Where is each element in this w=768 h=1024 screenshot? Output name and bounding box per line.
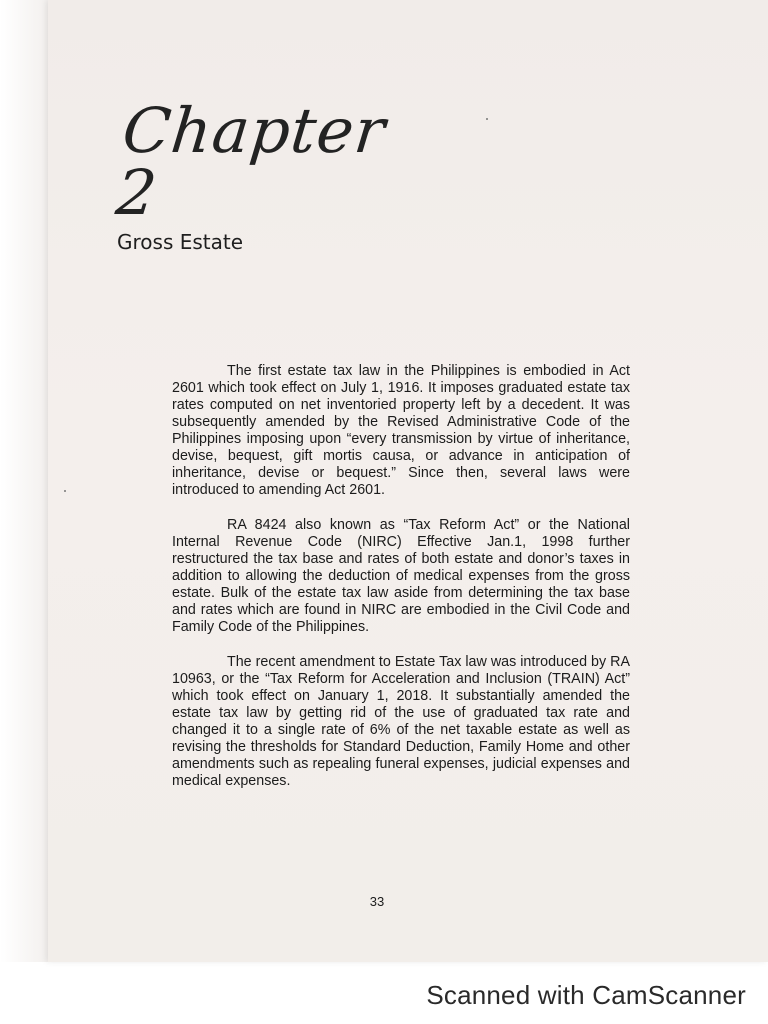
paragraph-1: The first estate tax law in the Philippines is embodied in Act 2601 which took effect on July 1, 1916. It imposes graduated estate tax rates computed on net inventoried property left by a decedent. It was subsequently amended by the Revised Administrative Code of the Philippines imposing upon “every transmission by virtue of inheritance, devise, bequest, gift mortis causa, or advance in anticipation of inheritance, devise or bequest.” Since then, several laws were introduced to amending Act 2601. — [172, 363, 630, 498]
camscanner-watermark: Scanned with CamScanner — [426, 980, 746, 1010]
chapter-title: Chapter 2 — [112, 94, 390, 229]
paper-edge — [0, 0, 48, 962]
page-number: 33 — [369, 894, 385, 909]
paragraph-3: The recent amendment to Estate Tax law was introduced by RA 10963, or the “Tax Reform for Acceleration and Inclusion (TRAIN) Act” which took effect on January 1, 2018. It substantially amended the estate tax law by getting rid of the use of graduated tax rate and changed it to a single rate of 6% of the net taxable estate as well as revising the thresholds for Standard Deduction, Family Home and other amendments such as repealing funeral expenses, judicial expenses and medical expenses. — [172, 654, 630, 789]
paragraph-2: RA 8424 also known as “Tax Reform Act” or the National Internal Revenue Code (NIRC) Effective Jan.1, 1998 further restructured the tax base and rates of both estate and donor’s taxes in addition to allowing the deduction of medical expenses from the gross estate. Bulk of the estate tax law aside from determining the tax base and rates which are found in NIRC are embodied in the Civil Code and Family Code of the Philippines. — [172, 517, 630, 635]
scan-speck — [486, 118, 488, 120]
section-heading: Gross Estate — [117, 230, 244, 254]
scan-speck — [64, 490, 66, 492]
body-text — [172, 363, 630, 808]
